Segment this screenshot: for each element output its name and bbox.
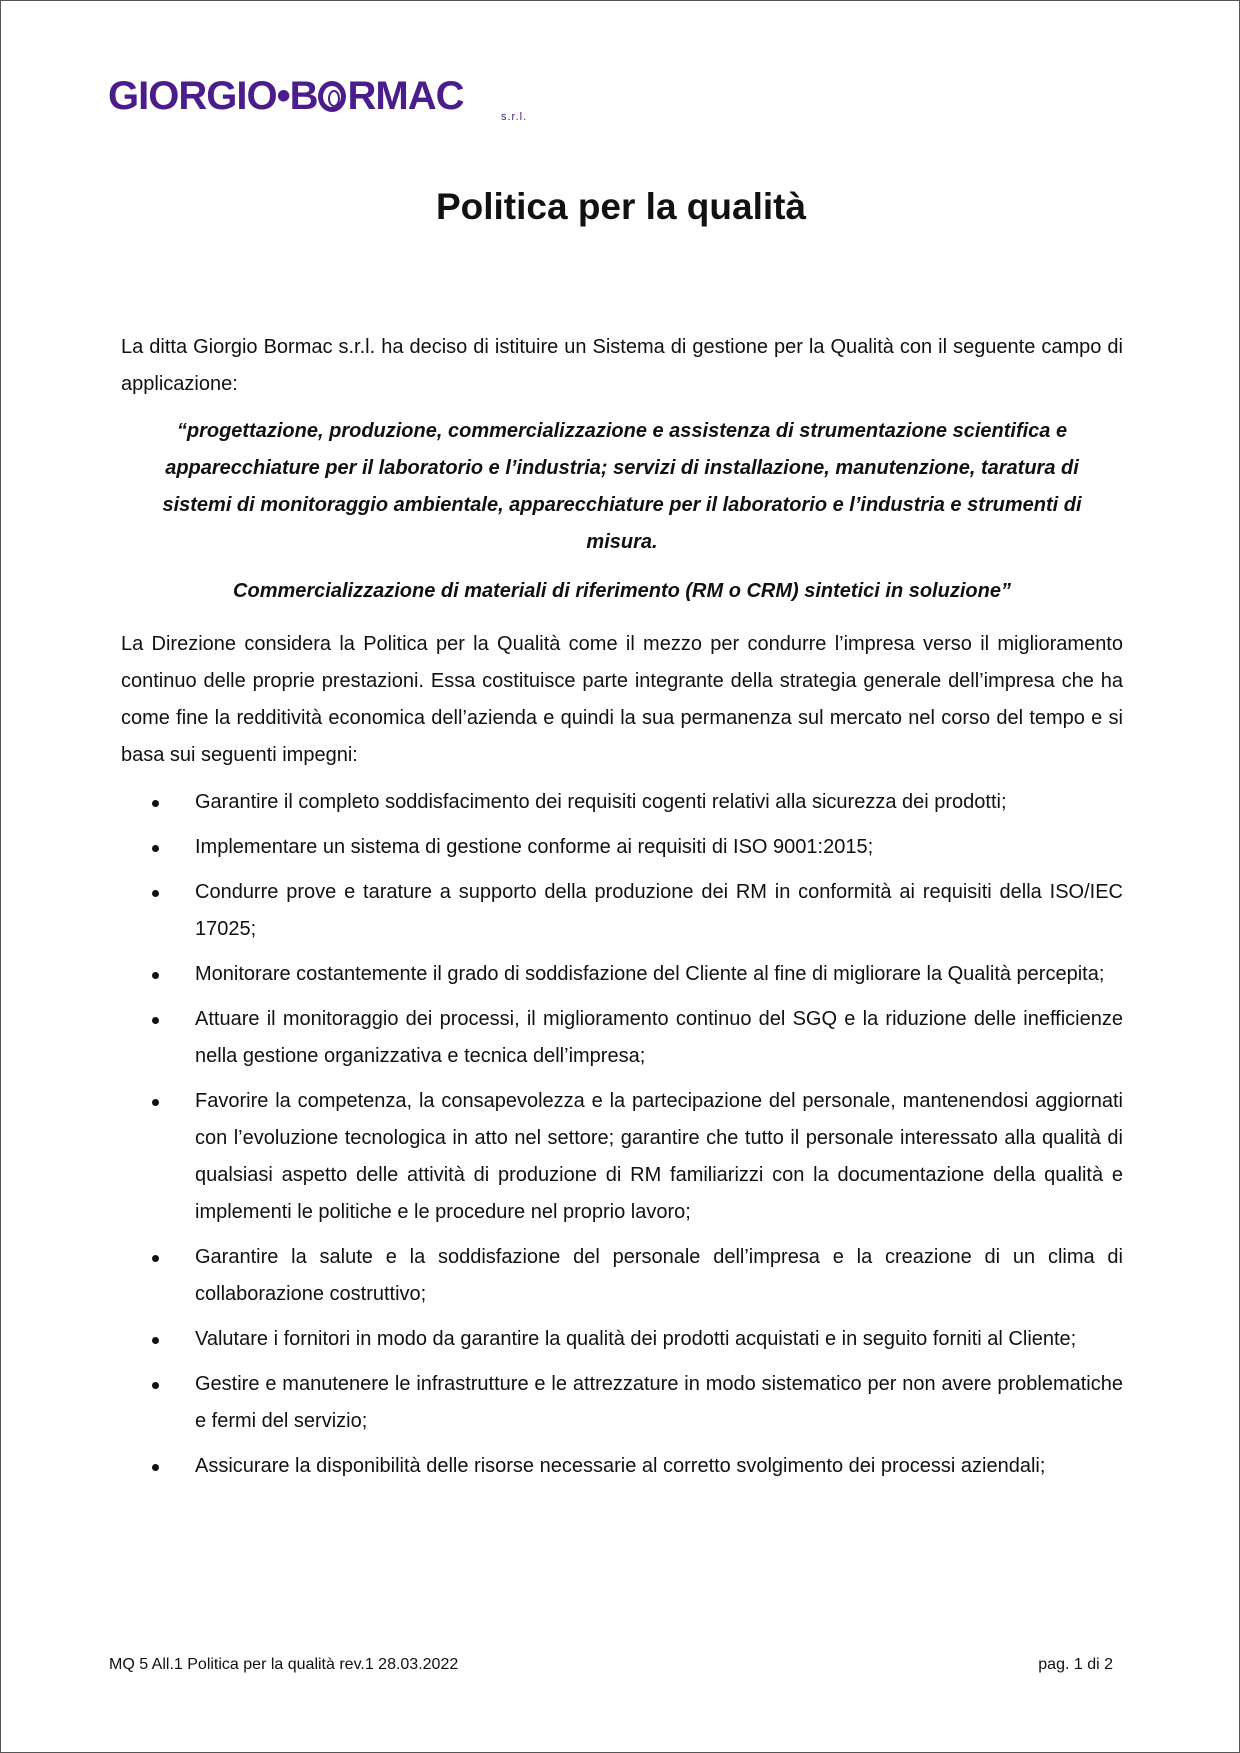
list-item-text: Attuare il monitoraggio dei processi, il miglioramento continuo del SGQ e la riduzione delle inefficienze nella gestione organizzativa e tecnica dell’impresa;: [195, 1008, 1123, 1067]
commitments-list: [121, 784, 1123, 1485]
intro-paragraph: La ditta Giorgio Bormac s.r.l. ha deciso di istituire un Sistema di gestione per la Qualità con il seguente campo di applicazione:: [121, 336, 1123, 395]
list-item: [121, 1366, 1123, 1440]
document-body: [121, 329, 1123, 1493]
logo-text-2a: B: [289, 74, 318, 118]
list-item: [121, 1448, 1123, 1485]
logo-eye-icon: [318, 81, 346, 112]
list-item: [121, 784, 1123, 821]
page-title: Politica per la qualità: [435, 186, 807, 227]
logo-suffix: s.r.l.: [501, 111, 528, 123]
company-logo: [108, 71, 463, 121]
scope-quote-2: Commercializzazione di materiali di riferimento (RM o CRM) sintetici in soluzione”: [233, 580, 1011, 602]
direction-paragraph: La Direzione considera la Politica per la Qualità come il mezzo per condurre l’impresa verso il miglioramento continuo delle proprie prestazioni. Essa costituisce parte integrante della strategia generale dell’impresa che ha come fine la redditività economica dell’azienda e quindi la sua permanenza sul mercato nel corso del tempo e si basa sui seguenti impegni:: [121, 633, 1123, 766]
list-item: [121, 1001, 1123, 1075]
bullet-icon: [152, 890, 159, 897]
logo-text-2b: RMAC: [347, 74, 464, 118]
footer-page-number: pag. 1 di 2: [1038, 1656, 1113, 1673]
footer-document-ref: MQ 5 All.1 Politica per la qualità rev.1 28.03.2022: [109, 1656, 459, 1673]
bullet-icon: [152, 1464, 159, 1471]
logo-separator: •: [276, 74, 290, 118]
bullet-icon: [152, 1017, 159, 1024]
bullet-icon: [152, 800, 159, 807]
bullet-icon: [152, 1337, 159, 1344]
list-item-text: Favorire la competenza, la consapevolezza e la partecipazione del personale, mantenendosi aggiornati con l’evoluzione tecnologica in atto nel settore; garantire che tutto il personale interessato alla qualità di qualsiasi aspetto delle attività di produzione di RM familiarizzi con la documentazione della qualità e implementi le politiche e le procedure nel proprio lavoro;: [195, 1090, 1123, 1223]
scope-quote: “progettazione, produzione, commercializzazione e assistenza di strumentazione scientifica e apparecchiature per il laboratorio e l’industria; servizi di installazione, manutenzione, taratura di sistemi di monitoraggio ambientale, apparecchiature per il laboratorio e l’industria e strumenti di misura.: [162, 420, 1082, 553]
logo-text-1: GIORGIO: [108, 74, 277, 118]
list-item-text: Monitorare costantemente il grado di soddisfazione del Cliente al fine di migliorare la Qualità percepita;: [195, 963, 1105, 985]
bullet-icon: [152, 1382, 159, 1389]
list-item: [121, 1083, 1123, 1231]
bullet-icon: [152, 972, 159, 979]
bullet-icon: [152, 845, 159, 852]
list-item: [121, 1321, 1123, 1358]
list-item-text: Gestire e manutenere le infrastrutture e le attrezzature in modo sistematico per non avere problematiche e fermi del servizio;: [195, 1373, 1123, 1432]
list-item: [121, 874, 1123, 948]
list-item: [121, 1239, 1123, 1313]
list-item-text: Implementare un sistema di gestione conforme ai requisiti di ISO 9001:2015;: [195, 836, 874, 858]
bullet-icon: [152, 1099, 159, 1106]
list-item: [121, 829, 1123, 866]
list-item-text: Garantire il completo soddisfacimento dei requisiti cogenti relativi alla sicurezza dei prodotti;: [195, 791, 1007, 813]
list-item-text: Assicurare la disponibilità delle risorse necessarie al corretto svolgimento dei processi aziendali;: [195, 1455, 1046, 1477]
list-item-text: Valutare i fornitori in modo da garantire la qualità dei prodotti acquistati e in seguito forniti al Cliente;: [195, 1328, 1077, 1350]
list-item-text: Garantire la salute e la soddisfazione del personale dell’impresa e la creazione di un clima di collaborazione costruttivo;: [195, 1246, 1123, 1305]
bullet-icon: [152, 1255, 159, 1262]
list-item: [121, 956, 1123, 993]
list-item-text: Condurre prove e tarature a supporto della produzione dei RM in conformità ai requisiti della ISO/IEC 17025;: [195, 881, 1123, 940]
